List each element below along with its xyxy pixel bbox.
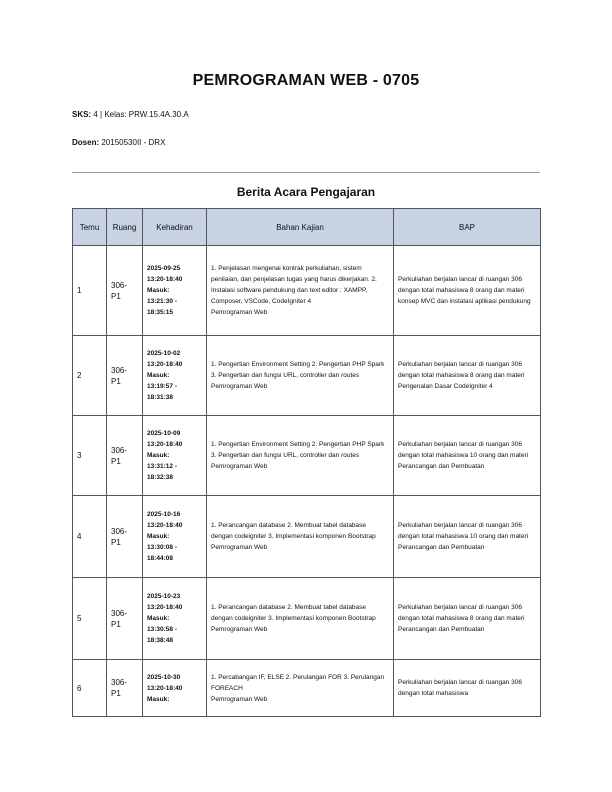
cell-temu: 6 [73, 660, 107, 717]
sks-label: SKS: [72, 110, 92, 119]
cell-bap: Perkuliahan berjalan lancar di ruangan 306 dengan total mahasiswa 8 orang dan materi konsep MVC dan instalasi aplikasi pendukung [394, 246, 541, 336]
cell-ruang: 306- P1 [107, 416, 143, 496]
cell-bahan-kajian: 1. Percabangan IF, ELSE 2. Perulangan FOR 3. Perulangan FOREACH Pemrograman Web [207, 660, 394, 717]
cell-bap: Perkuliahan berjalan lancar di ruangan 306 dengan total mahasiswa [394, 660, 541, 717]
col-header-ruang: Ruang [107, 209, 143, 246]
table-row [73, 416, 541, 496]
col-header-kehadiran: Kehadiran [143, 209, 207, 246]
table-row [73, 246, 541, 336]
cell-kehadiran: 2025-09-25 13:20-18:40 Masuk: 13:21:30 - 18:35:15 [143, 246, 207, 336]
col-header-temu: Temu [73, 209, 107, 246]
section-title: Berita Acara Pengajaran [236, 185, 376, 199]
cell-temu: 1 [73, 246, 107, 336]
table-row [73, 578, 541, 660]
cell-bahan-kajian: 1. Penjelasan mengenai kontrak perkuliahan, sistem penilaian, dan penjelasan tugas yang harus dikerjakan. 2. Instalasi software pendukung dan text editor : XAMPP, Composer, VSCode, CodeIgniter 4 Pemrograman Web [207, 246, 394, 336]
dosen-label: Dosen: [72, 138, 100, 147]
cell-temu: 5 [73, 578, 107, 660]
cell-bahan-kajian: 1. Perancangan database 2. Membuat tabel database dengan codeigniter 3. Implementasi komponen Bootstrap Pemrograman Web [207, 578, 394, 660]
cell-bahan-kajian: 1. Perancangan database 2. Membuat tabel database dengan codeigniter 3. Implementasi komponen Bootstrap Pemrograman Web [207, 496, 394, 578]
cell-temu: 3 [73, 416, 107, 496]
cell-bap: Perkuliahan berjalan lancar di ruangan 306 dengan total mahasiswa 8 orang dan materi Pengenalan Dasar CodeIgniter 4 [394, 336, 541, 416]
table-header-row [73, 209, 541, 246]
cell-temu: 4 [73, 496, 107, 578]
cell-ruang: 306- P1 [107, 660, 143, 717]
cell-bap: Perkuliahan berjalan lancar di ruangan 306 dengan total mahasiswa 8 orang dan materi Perancangan dan Pembuatan [394, 578, 541, 660]
sks-line [72, 110, 189, 119]
bap-table [72, 208, 541, 717]
col-header-bap: BAP [394, 209, 541, 246]
page-title: PEMROGRAMAN WEB - 0705 [192, 72, 420, 89]
cell-bahan-kajian: 1. Pengertian Environment Setting 2. Pengertian PHP Spark 3. Pengertian dan fungsi URL, controller dan routes Pemrograman Web [207, 416, 394, 496]
cell-ruang: 306- P1 [107, 496, 143, 578]
cell-kehadiran: 2025-10-30 13:20-18:40 Masuk: [143, 660, 207, 717]
sks-value: 4 | Kelas: PRW.15.4A.30.A [93, 110, 189, 119]
divider [72, 172, 540, 173]
cell-bahan-kajian: 1. Pengertian Environment Setting 2. Pengertian PHP Spark 3. Pengertian dan fungsi URL, controller dan routes Pemrograman Web [207, 336, 394, 416]
dosen-value: 20150530II - DRX [101, 138, 166, 147]
cell-bap: Perkuliahan berjalan lancar di ruangan 306 dengan total mahasiswa 10 orang dan materi Perancangan dan Pembuatan [394, 496, 541, 578]
cell-kehadiran: 2025-10-16 13:20-18:40 Masuk: 13:30:08 - 18:44:08 [143, 496, 207, 578]
dosen-line [72, 138, 165, 147]
col-header-bahan-kajian: Bahan Kajian [207, 209, 394, 246]
cell-kehadiran: 2025-10-23 13:20-18:40 Masuk: 13:30:58 - 18:38:48 [143, 578, 207, 660]
cell-ruang: 306- P1 [107, 578, 143, 660]
cell-bap: Perkuliahan berjalan lancar di ruangan 306 dengan total mahasiswa 10 orang dan materi Perancangan dan Pembuatan [394, 416, 541, 496]
cell-kehadiran: 2025-10-02 13:20-18:40 Masuk: 13:19:57 - 18:31:38 [143, 336, 207, 416]
cell-ruang: 306- P1 [107, 246, 143, 336]
cell-kehadiran: 2025-10-09 13:20-18:40 Masuk: 13:31:12 - 18:32:38 [143, 416, 207, 496]
table-row [73, 336, 541, 416]
cell-temu: 2 [73, 336, 107, 416]
cell-ruang: 306- P1 [107, 336, 143, 416]
table-row [73, 496, 541, 578]
table-row [73, 660, 541, 717]
